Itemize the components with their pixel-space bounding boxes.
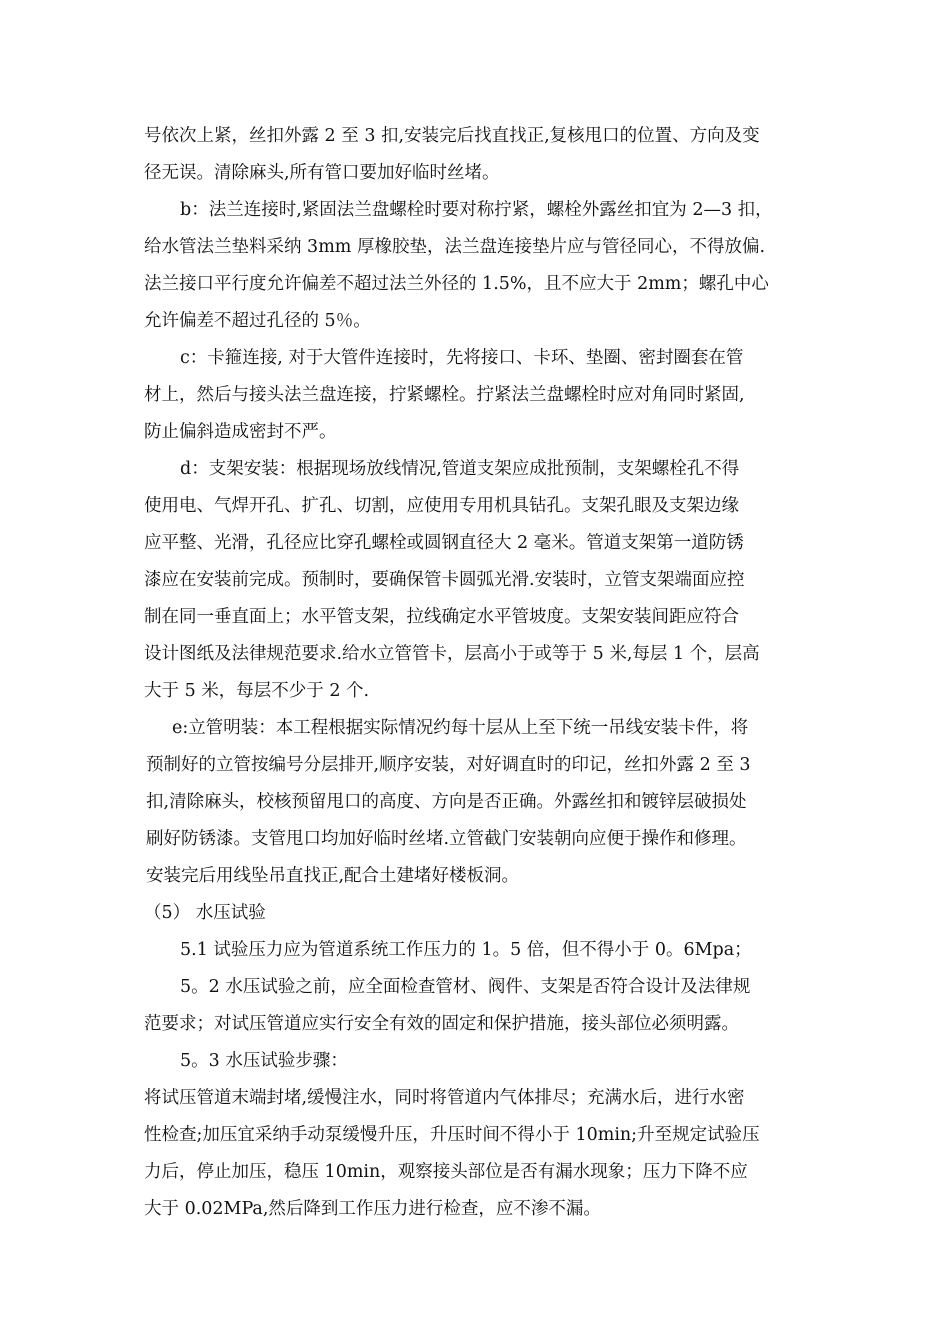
test-steps-line: 大于 0.02MPa,然后降到工作压力进行检查，应不渗不漏。 [144,1199,601,1219]
paragraph-d-line: 设计图纸及法律规范要求.给水立管管卡，层高小于或等于 5 米,每层 1 个，层高 [144,644,760,664]
body-text-line: 径无误。清除麻头,所有管口要加好临时丝堵。 [144,163,500,183]
item-5-3-heading: 5。3 水压试验步骤： [180,1051,348,1071]
paragraph-d-line: d：支架安装：根据现场放线情况,管道支架应成批预制，支架螺栓孔不得 [180,459,740,479]
paragraph-b-line: b：法兰连接时,紧固法兰盘螺栓时要对称拧紧，螺栓外露丝扣宜为 2—3 扣， [180,200,773,220]
section-heading: （5） 水压试验 [144,903,266,923]
paragraph-d-line: 制在同一垂直面上；水平管支架，拉线确定水平管坡度。支架安装间距应符合 [144,607,739,627]
item-5-2-line: 范要求；对试压管道应实行安全有效的固定和保护措施，接头部位必须明露。 [144,1014,739,1034]
paragraph-b-line: 法兰接口平行度允许偏差不超过法兰外径的 1.5%，且不应大于 2mm；螺孔中心 [144,274,769,294]
test-steps-line: 力后，停止加压，稳压 10min，观察接头部位是否有漏水现象；压力下降不应 [144,1162,748,1182]
paragraph-d-line: 使用电、气焊开孔、扩孔、切割，应使用专用机具钻孔。支架孔眼及支架边缘 [144,496,739,516]
paragraph-e-line: 刷好防锈漆。支管甩口均加好临时丝堵.立管截门安装朝向应便于操作和修理。 [146,829,747,849]
paragraph-b-line: 允许偏差不超过孔径的 5％。 [144,311,371,331]
paragraph-c-line: 防止偏斜造成密封不严。 [144,422,337,442]
item-5-2-line: 5。2 水压试验之前，应全面检查管材、阀件、支架是否符合设计及法律规 [180,977,751,997]
test-steps-line: 性检查;加压宜采纳手动泵缓慢升压，升压时间不得小于 10min;升至规定试验压 [144,1125,760,1145]
item-5-1-line: 5.1 试验压力应为管道系统工作压力的 1。5 倍，但不得小于 0。6Mpa； [180,940,752,960]
paragraph-c-line: 材上，然后与接头法兰盘连接，拧紧螺栓。拧紧法兰盘螺栓时应对角同时紧固, [144,385,745,405]
paragraph-d-line: 应平整、光滑，孔径应比穿孔螺栓或圆钢直径大 2 毫米。管道支架第一道防锈 [144,533,744,553]
paragraph-c-line: c：卡箍连接, 对于大管件连接时，先将接口、卡环、垫圈、密封圈套在管 [180,348,744,368]
paragraph-d-line: 大于 5 米，每层不少于 2 个. [144,681,370,701]
paragraph-d-line: 漆应在安装前完成。预制时，要确保管卡圆弧光滑.安装时，立管支架端面应控 [144,570,745,590]
paragraph-e-line: 安装完后用线坠吊直找正,配合土建堵好楼板洞。 [146,866,520,886]
paragraph-e-line: e:立管明装：本工程根据实际情况约每十层从上至下统一吊线安装卡件，将 [172,718,749,738]
body-text-line: 号依次上紧，丝扣外露 2 至 3 扣,安装完后找直找正,复核甩口的位置、方向及变 [144,126,760,146]
paragraph-e-line: 预制好的立管按编号分层排开,顺序安装，对好调直时的印记，丝扣外露 2 至 3 [146,755,751,775]
test-steps-line: 将试压管道末端封堵,缓慢注水，同时将管道内气体排尽；充满水后，进行水密 [144,1088,745,1108]
paragraph-e-line: 扣,清除麻头，校核预留甩口的高度、方向是否正确。外露丝扣和镀锌层破损处 [146,792,747,812]
paragraph-b-line: 给水管法兰垫料采纳 3mm 厚橡胶垫，法兰盘连接垫片应与管径同心，不得放偏. [144,237,766,257]
